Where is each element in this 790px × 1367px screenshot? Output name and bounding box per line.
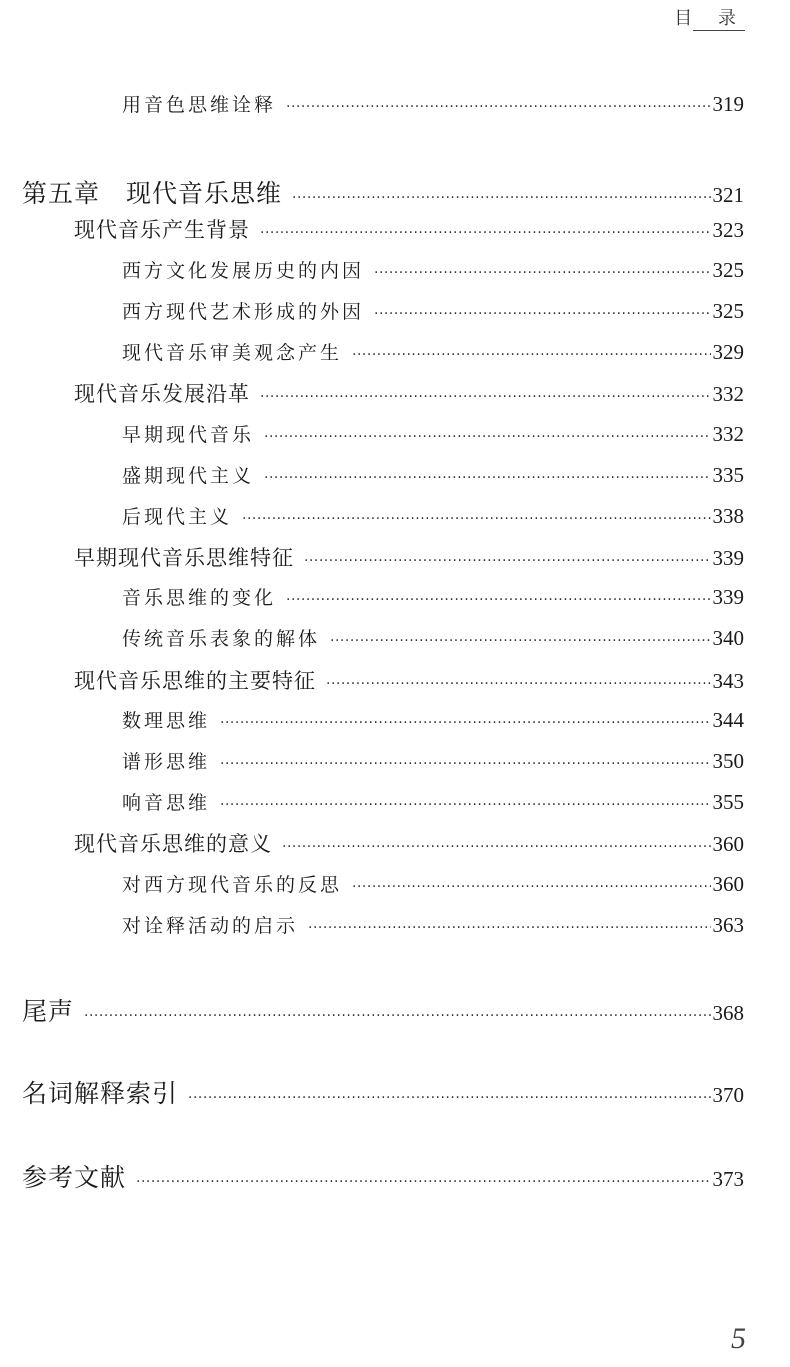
toc-entry-page: 340: [712, 626, 744, 650]
dot-leader: [304, 553, 711, 569]
dot-leader: [352, 879, 710, 895]
dot-leader: [286, 592, 710, 608]
toc-entry-title: 音乐思维的变化: [122, 587, 277, 609]
toc-entry-title: 尾声: [22, 997, 75, 1026]
toc-entry-page: 350: [712, 749, 744, 773]
dot-leader: [352, 347, 710, 363]
toc-entry[interactable]: [74, 378, 744, 408]
toc-entry-title: 对诠释活动的启示: [122, 915, 299, 937]
toc-entry-title: 早期现代音乐思维特征: [74, 546, 294, 570]
toc-entry-title: 谱形思维: [122, 751, 211, 773]
running-header: 目 录: [674, 8, 746, 29]
dot-leader: [260, 225, 711, 241]
dot-leader: [242, 511, 710, 527]
toc-entry-title: 第五章 现代音乐思维: [22, 179, 283, 208]
toc-entry-page: 360: [712, 832, 744, 856]
toc-entry-title: 盛期现代主义: [122, 465, 255, 487]
toc-entry-title: 数理思维: [122, 710, 211, 732]
toc-entry-page: 343: [712, 669, 744, 693]
dot-leader: [374, 306, 710, 322]
dot-leader: [220, 715, 710, 731]
toc-entry[interactable]: [122, 502, 744, 529]
toc-entry-page: 325: [712, 258, 744, 282]
toc-entry-title: 早期现代音乐: [122, 424, 255, 446]
dot-leader: [84, 1008, 710, 1024]
toc-entry[interactable]: [122, 420, 744, 447]
toc-entry-title: 后现代主义: [122, 506, 233, 528]
toc-entry[interactable]: [122, 788, 744, 815]
dot-leader: [374, 265, 710, 281]
toc-entry[interactable]: [22, 174, 744, 210]
dot-leader: [286, 99, 710, 115]
toc-entry-page: 339: [712, 585, 744, 609]
toc-entry-page: 319: [712, 92, 744, 116]
toc-entry[interactable]: [122, 870, 744, 897]
toc-entry-page: 329: [712, 340, 744, 364]
dot-leader: [308, 920, 710, 936]
toc-entry-page: 344: [712, 708, 744, 732]
dot-leader: [326, 676, 711, 692]
dot-leader: [330, 633, 710, 649]
toc-entry-title: 用音色思维诠释: [122, 94, 277, 116]
toc-entry[interactable]: [122, 911, 744, 938]
toc-entry[interactable]: [74, 214, 744, 244]
header-rule: [693, 30, 745, 31]
toc-entry-title: 西方现代艺术形成的外因: [122, 301, 365, 323]
toc-entry-page: 338: [712, 504, 744, 528]
toc-entry-page: 332: [712, 422, 744, 446]
toc-entry[interactable]: [122, 338, 744, 365]
toc-entry-title: 现代音乐产生背景: [74, 218, 250, 242]
toc-entry[interactable]: [74, 828, 744, 858]
toc-entry[interactable]: [122, 90, 744, 117]
toc-entry[interactable]: [22, 1158, 744, 1194]
toc-entry[interactable]: [122, 461, 744, 488]
toc-entry-title: 现代音乐审美观念产生: [122, 342, 343, 364]
dot-leader: [292, 190, 710, 206]
toc-entry[interactable]: [122, 297, 744, 324]
toc-entry-title: 现代音乐思维的主要特征: [74, 669, 316, 693]
toc-entry-title: 名词解释索引: [22, 1079, 179, 1108]
toc-entry-title: 对西方现代音乐的反思: [122, 874, 343, 896]
toc-entry-page: 370: [712, 1083, 744, 1107]
toc-entry-title: 西方文化发展历史的内因: [122, 260, 365, 282]
toc-entry[interactable]: [22, 1074, 744, 1110]
dot-leader: [260, 389, 711, 405]
toc-entry[interactable]: [74, 665, 744, 695]
toc-entry-page: 368: [712, 1001, 744, 1025]
dot-leader: [188, 1090, 710, 1106]
toc-entry-title: 响音思维: [122, 792, 211, 814]
toc-entry-page: 363: [712, 913, 744, 937]
toc-entry[interactable]: [74, 542, 744, 572]
toc-entry-page: 335: [712, 463, 744, 487]
toc-entry-page: 360: [712, 872, 744, 896]
toc-entry-page: 325: [712, 299, 744, 323]
dot-leader: [220, 797, 710, 813]
toc-entry-page: 321: [712, 183, 744, 207]
dot-leader: [136, 1174, 710, 1190]
toc-entry[interactable]: [122, 583, 744, 610]
page-number: 5: [731, 1322, 746, 1355]
dot-leader: [264, 470, 710, 486]
toc-entry-page: 332: [712, 382, 744, 406]
toc-entry-title: 现代音乐思维的意义: [74, 832, 272, 856]
toc-entry-page: 323: [712, 218, 744, 242]
toc-entry[interactable]: [122, 747, 744, 774]
dot-leader: [282, 839, 711, 855]
toc-entry-title: 参考文献: [22, 1163, 127, 1192]
toc-entry[interactable]: [122, 706, 744, 733]
toc-entry[interactable]: [22, 992, 744, 1028]
dot-leader: [220, 756, 710, 772]
toc-entry[interactable]: [122, 256, 744, 283]
toc-entry-page: 339: [712, 546, 744, 570]
toc-entry-title: 传统音乐表象的解体: [122, 628, 321, 650]
toc-entry-title: 现代音乐发展沿革: [74, 382, 250, 406]
toc-entry[interactable]: [122, 624, 744, 651]
toc-entry-page: 373: [712, 1167, 744, 1191]
toc-entry-page: 355: [712, 790, 744, 814]
dot-leader: [264, 429, 710, 445]
